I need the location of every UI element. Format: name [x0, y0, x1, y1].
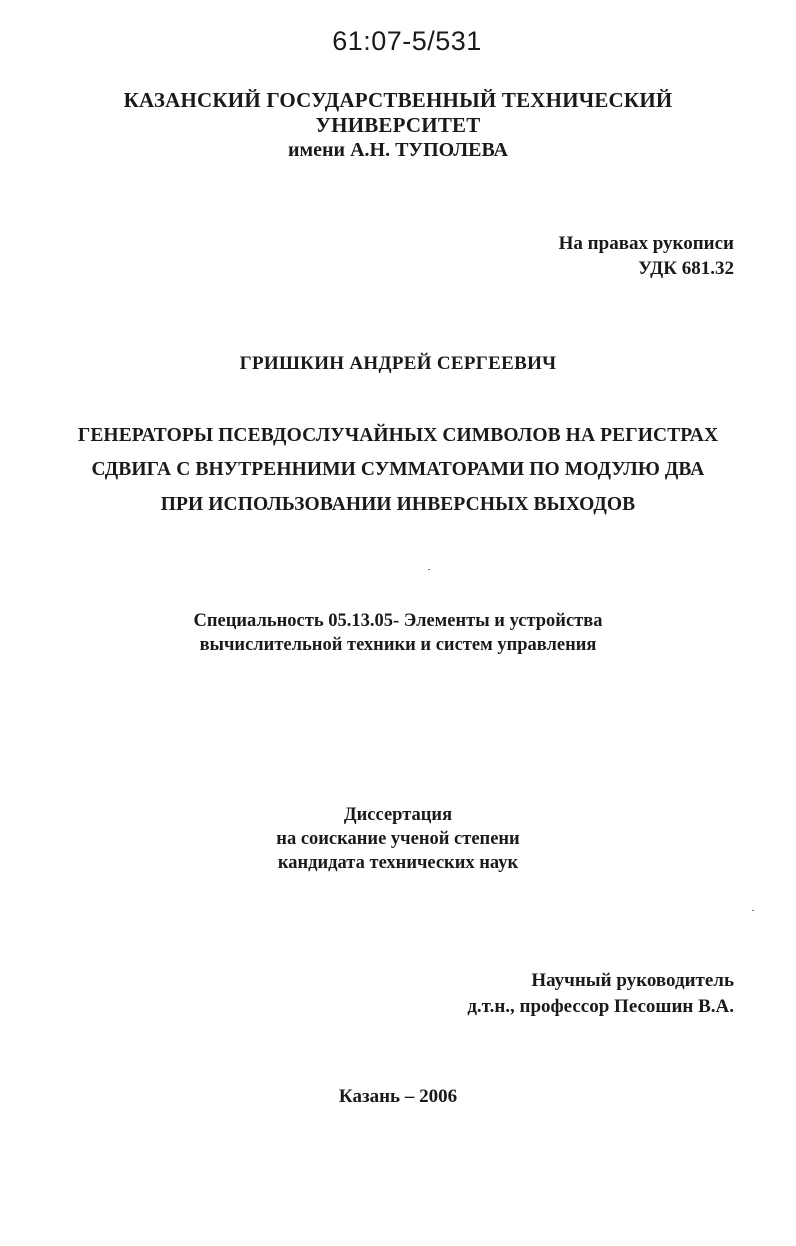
supervisor-label: Научный руководитель: [531, 970, 734, 991]
dissertation-title-line-1: ГЕНЕРАТОРЫ ПСЕВДОСЛУЧАЙНЫХ СИМВОЛОВ НА РЕГИСТРАХ: [77, 425, 719, 446]
specialty-line-1: Специальность 05.13.05- Элементы и устройства: [193, 611, 603, 631]
city-year: Казань – 2006: [338, 1086, 458, 1107]
dissertation-label: Диссертация: [343, 805, 453, 825]
degree-line-1: на соискание ученой степени: [276, 829, 520, 849]
dissertation-title-line-2: СДВИГА С ВНУТРЕННИМИ СУММАТОРАМИ ПО МОДУЛЮ ДВА: [91, 459, 705, 480]
degree-line-2: кандидата технических наук: [277, 853, 519, 873]
scan-speck: [752, 910, 754, 911]
university-name-line-3: имени А.Н. ТУПОЛЕВА: [288, 139, 508, 161]
dissertation-title-line-3: ПРИ ИСПОЛЬЗОВАНИИ ИНВЕРСНЫХ ВЫХОДОВ: [160, 494, 636, 515]
archive-number: 61:07-5/531: [332, 26, 482, 56]
supervisor-name: д.т.н., профессор Песошин В.А.: [467, 996, 734, 1017]
scan-speck: [428, 569, 430, 570]
manuscript-rights-label: На правах рукописи: [558, 233, 734, 254]
specialty-line-2: вычислительной техники и систем управления: [199, 635, 597, 655]
university-name-line-2: УНИВЕРСИТЕТ: [315, 113, 481, 137]
university-name-line-1: КАЗАНСКИЙ ГОСУДАРСТВЕННЫЙ ТЕХНИЧЕСКИЙ: [123, 88, 673, 112]
author-name: ГРИШКИН АНДРЕЙ СЕРГЕЕВИЧ: [239, 353, 557, 374]
udc-code: УДК 681.32: [638, 258, 734, 279]
